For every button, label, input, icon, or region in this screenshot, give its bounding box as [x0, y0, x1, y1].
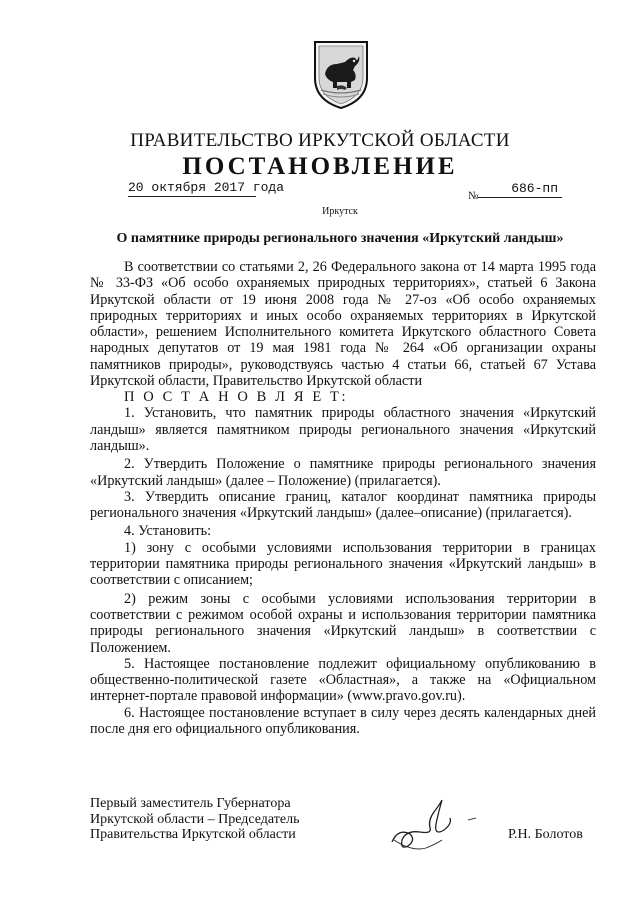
coat-of-arms-icon [311, 38, 371, 110]
document-date: 20 октября 2017 года [128, 180, 285, 195]
position-line: Иркутской области – Председатель [90, 811, 300, 827]
preamble-paragraph: В соответствии со статьями 2, 26 Федерального закона от 14 марта 1995 года № 33-ФЗ «Об особо охраняемых природных территориях», статьей 6 Закона Иркутской области от 19 июня 2008 года № 27-оз «Об особо охраняемых природных территориях и иных особо охраняемых территориях в Иркутской области», решением Исполнительного комитета Иркутского областного Совета народных депутатов от 19 мая 1981 года № 264 «Об организации охраны памятников природы», руководствуясь частью 4 статьи 66, статьей 67 Устава Иркутской области, Правительство Иркутской области [90, 259, 596, 390]
handwritten-signature-icon [372, 790, 492, 870]
document-place: Иркутск [322, 206, 358, 217]
document-title: О памятнике природы регионального значения «Иркутский ландыш» [116, 231, 564, 246]
document-type: ПОСТАНОВЛЕНИЕ [182, 153, 458, 180]
signatory-name: Р.Н. Болотов [508, 827, 583, 842]
body-item: 5. Настоящее постановление подлежит официальному опубликованию в общественно-политической газете «Областная», а также на «Официальном интернет-портале правовой информации» (www.pravo.gov.ru). [90, 655, 596, 705]
signatory-position [90, 796, 299, 843]
number-sign: № [468, 190, 479, 202]
position-line: Правительства Иркутской области [90, 827, 296, 842]
document-body [90, 259, 596, 737]
body-item: 3. Утвердить описание границ, каталог координат памятника природы регионального значения «Иркутский ландыш» (далее–описание) (прилагается). [90, 488, 596, 522]
body-item: 2) режим зоны с особыми условиями использования территории в соответствии с режимом особой охраны и использования территории памятника природы регионального значения «Иркутский ландыш» в соответствии с Положением. [90, 590, 596, 656]
body-item: 2. Утвердить Положение о памятнике природы регионального значения «Иркутский ландыш» (далее – Положение) (прилагается). [90, 456, 596, 489]
government-name: ПРАВИТЕЛЬСТВО ИРКУТСКОЙ ОБЛАСТИ [130, 130, 510, 151]
body-item: 1) зону с особыми условиями использования территории в границах территории памятника природы регионального значения «Иркутский ландыш» в соответствии с описанием; [90, 539, 596, 589]
body-item: 6. Настоящее постановление вступает в силу через десять календарных дней после дня его официального опубликования. [90, 704, 596, 738]
decree-word: П О С Т А Н О В Л Я Е Т: [124, 389, 349, 406]
position-line: Первый заместитель Губернатора [90, 796, 291, 811]
body-item: 4. Установить: [124, 523, 212, 540]
document-number: 686-пп [478, 181, 562, 198]
body-item: 1. Установить, что памятник природы областного значения «Иркутский ландыш» является памятником природы регионального значения «Иркутский ландыш». [90, 405, 596, 454]
